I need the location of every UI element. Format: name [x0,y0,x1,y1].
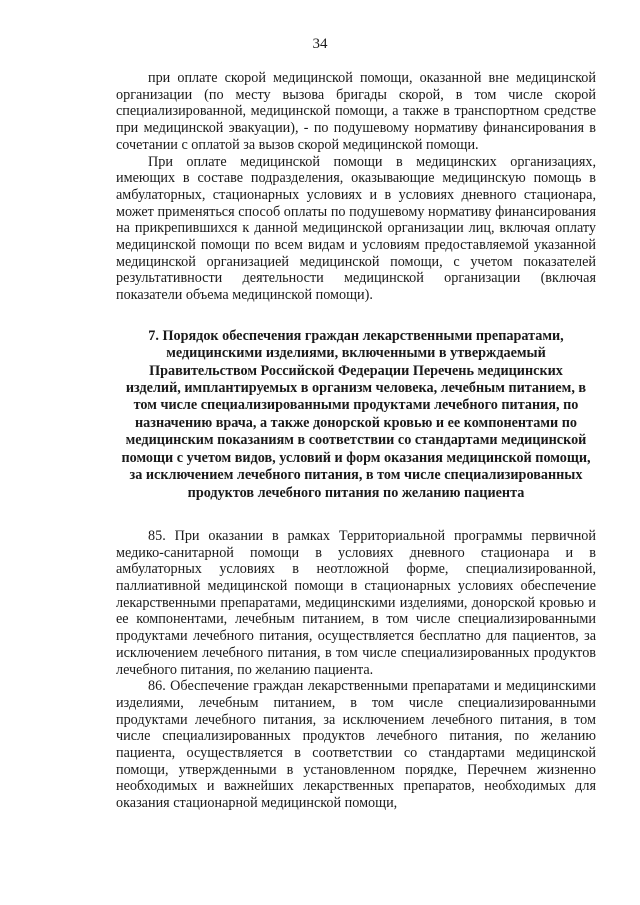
paragraph-85: 85. При оказании в рамках Территориальной программы первичной медико-санитарной помощи в условиях дневного стационара и в амбулаторных условиях в неотложной форме, специализированной, паллиативной медицинской помощи в стационарных условиях обеспечение лекарственными препаратами, медицинскими изделиями, донорской кровью и ее компонентами, лечебным питанием, в том числе специализированными продуктами лечебного питания, осуществляется бесплатно для пациентов, за исключением лечебного питания, в том числе специализированных продуктов лечебного питания, по желанию пациента. [116,527,596,678]
paragraph-per-capita-payment: При оплате медицинской помощи в медицинских организациях, имеющих в составе подразделения, оказывающие медицинскую помощь в амбулаторных, стационарных условиях и в условиях дневного стационара, может применяться способ оплаты по подушевому нормативу финансирования на прикрепившихся к данной медицинской организации лиц, включая оплату медицинской помощи по всем видам и условиям предоставляемой указанной медицинской организацией медицинской помощи, с учетом показателей результативности деятельности медицинской организации (включая показатели объема медицинской помощи). [116,153,596,304]
paragraph-ambulance-payment: при оплате скорой медицинской помощи, оказанной вне медицинской организации (по месту вызова бригады скорой, в том числе скорой специализированной, медицинской помощи, а также в транспортном средстве при медицинской эвакуации), - по подушевому нормативу финансирования в сочетании с оплатой за вызов скорой медицинской помощи. [116,70,596,153]
page-number: 34 [312,36,328,52]
paragraph-86: 86. Обеспечение граждан лекарственными препаратами и медицинскими изделиями, лечебным питанием, в том числе специализированными продуктами лечебного питания, за исключением лечебного питания, в том числе специализированных продуктов лечебного питания, по желанию пациента, осуществляется в соответствии со стандартами медицинской помощи, утвержденными в установленном порядке, Перечнем жизненно необходимых и важнейших лекарственных препаратов, необходимых для оказания стационарной медицинской помощи, [116,678,596,812]
section-heading: 7. Порядок обеспечения граждан лекарственными препаратами, медицинскими изделиями, включенными в утверждаемый Правительством Российской Федерации Перечень медицинских изделий, имплантируемых в организм человека, лечебным питанием, в том числе специализированными продуктами лечебного питания, по назначению врача, а также донорской кровью и ее компонентами по медицинским показаниям в соответствии со стандартами медицинской помощи с учетом видов, условий и форм оказания медицинской помощи, за исключением лечебного питания, в том числе специализированных продуктов лечебного питания по желанию пациента [121,327,591,501]
page-content [116,70,596,812]
